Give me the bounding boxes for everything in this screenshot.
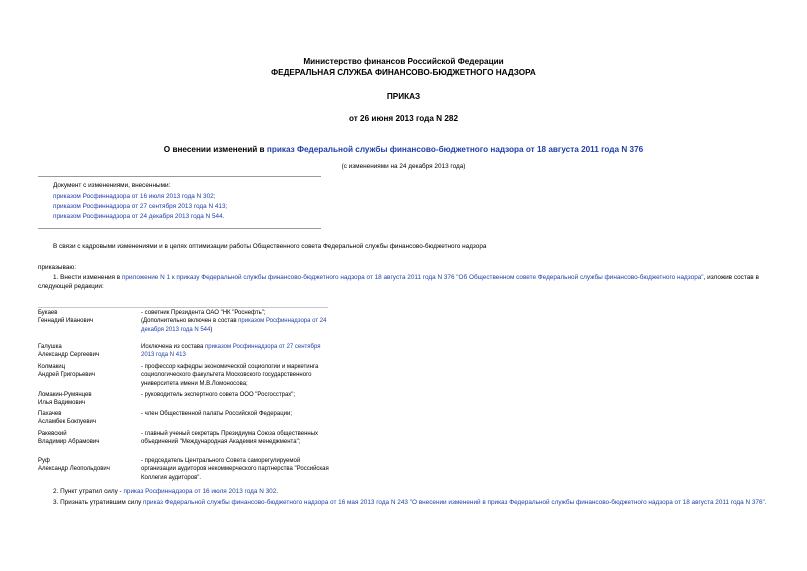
member-description: - главный ученый секретарь Президиума Союза общественных объединений "Международная Академия менеджмента"; [141, 431, 319, 446]
ministry-name: Министерство финансов Российской Федерации [303, 57, 504, 66]
member-note [141, 317, 331, 334]
member-surname: Букаев [38, 310, 58, 316]
item-1 [38, 273, 773, 291]
member-surname: Колмакиц [38, 364, 66, 370]
member-surname: Руф [38, 458, 50, 464]
item-3-suffix: . [764, 499, 767, 506]
member-given-names: Владимир Абрамович [38, 439, 100, 446]
document-date-number: от 26 июня 2013 года N 282 [348, 114, 459, 123]
box-top-rule [38, 176, 321, 177]
member-given-names: Андрей Григорьевич [38, 372, 95, 379]
document-type: ПРИКАЗ [386, 92, 421, 101]
item-1-suffix: , изложив состав в следующей редакции: [38, 274, 759, 290]
member-given-names: Александр Сергеевич [38, 352, 100, 359]
member-description: - член Общественной палаты Российской Федерации; [141, 411, 293, 417]
amendment-link-3[interactable]: приказом Росфиннадзора от 24 декабря 2013 года N 544. [53, 213, 225, 220]
member-note-link[interactable]: приказом Росфиннадзора от 24 декабря 2013 года N 544 [141, 318, 327, 333]
member-exclusion-link[interactable]: приказом Росфиннадзора от 27 сентября 2013 года N 413 [141, 344, 321, 359]
member-description: - председатель Центрального Совета саморегулируемой организации аудиторов некоммерческого партнерства "Российская Коллегия аудиторов". [141, 458, 329, 481]
amendment-link-2[interactable]: приказом Росфиннадзора от 27 сентября 2013 года N 413; [53, 203, 228, 210]
item-2-link[interactable]: приказ Росфиннадзора от 16 июля 2013 года N 302 [123, 488, 277, 495]
member-given-names: Александр Леопольдович [38, 466, 110, 473]
item-2-prefix: 2. Пункт утратил силу - [53, 488, 124, 495]
member-given-names: Илья Вадимович [38, 400, 86, 407]
item-1-link[interactable]: приложение N 1 к приказу Федеральной службы финансово-бюджетного надзора от 18 августа 2011 года N 376 "Об Общественном совете Федеральной службы финансово-бюджетного надзора" [121, 274, 704, 281]
item-3-prefix: 3. Признать утратившим силу [53, 499, 144, 506]
member-surname: Пахачев [38, 411, 62, 417]
member-description: - профессор кафедры экономической социологии и маркетинга социологического факультета Московского государственного университета имени М.В.Ломоносова; [141, 364, 319, 387]
service-name: ФЕДЕРАЛЬНАЯ СЛУЖБА ФИНАНСОВО-БЮДЖЕТНОГО НАДЗОРА [271, 68, 536, 77]
item-3-link[interactable]: приказ Федеральной службы финансово-бюджетного надзора от 16 мая 2013 года N 243 "О внесении изменений в приказ Федеральной службы финансово-бюджетного надзора от 18 августа 2011 года N 376" [143, 499, 765, 506]
box-bottom-rule [38, 228, 321, 229]
member-surname: Ракевский [38, 431, 67, 437]
member-description: - руководитель экспертного совета ООО "Росгосстрах"; [141, 392, 296, 398]
item-3 [38, 498, 773, 507]
member-note-tail: ) [210, 326, 213, 333]
member-surname: Галушка [38, 344, 62, 350]
member-given-names: Геннадий Иванович [38, 318, 94, 325]
member-note-prefix: (Дополнительно включен в состав [141, 318, 239, 325]
member-given-names: Асламбек Бокпуевич [38, 419, 96, 426]
preamble-text: В связи с кадровыми изменениями и в целях оптимизации работы Общественного совета Федеральной службы финансово-бюджетного надзора [53, 243, 487, 250]
document-title [0, 144, 807, 155]
edition-note: (с изменениями на 24 декабря 2013 года) [341, 163, 466, 170]
order-word: приказываю: [38, 264, 76, 271]
item-2-suffix: . [276, 488, 279, 495]
amendment-link-1[interactable]: приказом Росфиннадзора от 16 июля 2013 года N 302; [53, 193, 216, 200]
item-2 [53, 487, 773, 496]
table-top-rule [38, 307, 328, 308]
amendments-heading: Документ с изменениями, внесенными: [53, 182, 171, 189]
member-description: - советник Президента ОАО "НК "Роснефть"; [141, 310, 266, 316]
member-description: Исключена из состава [141, 344, 205, 350]
item-1-prefix: 1. Внести изменения в [53, 274, 122, 281]
title-prefix: О внесении изменений в [163, 145, 267, 154]
title-link[interactable]: приказ Федеральной службы финансово-бюджетного надзора от 18 августа 2011 года N 376 [266, 145, 644, 154]
member-surname: Ломакин-Румянцев [38, 392, 92, 398]
